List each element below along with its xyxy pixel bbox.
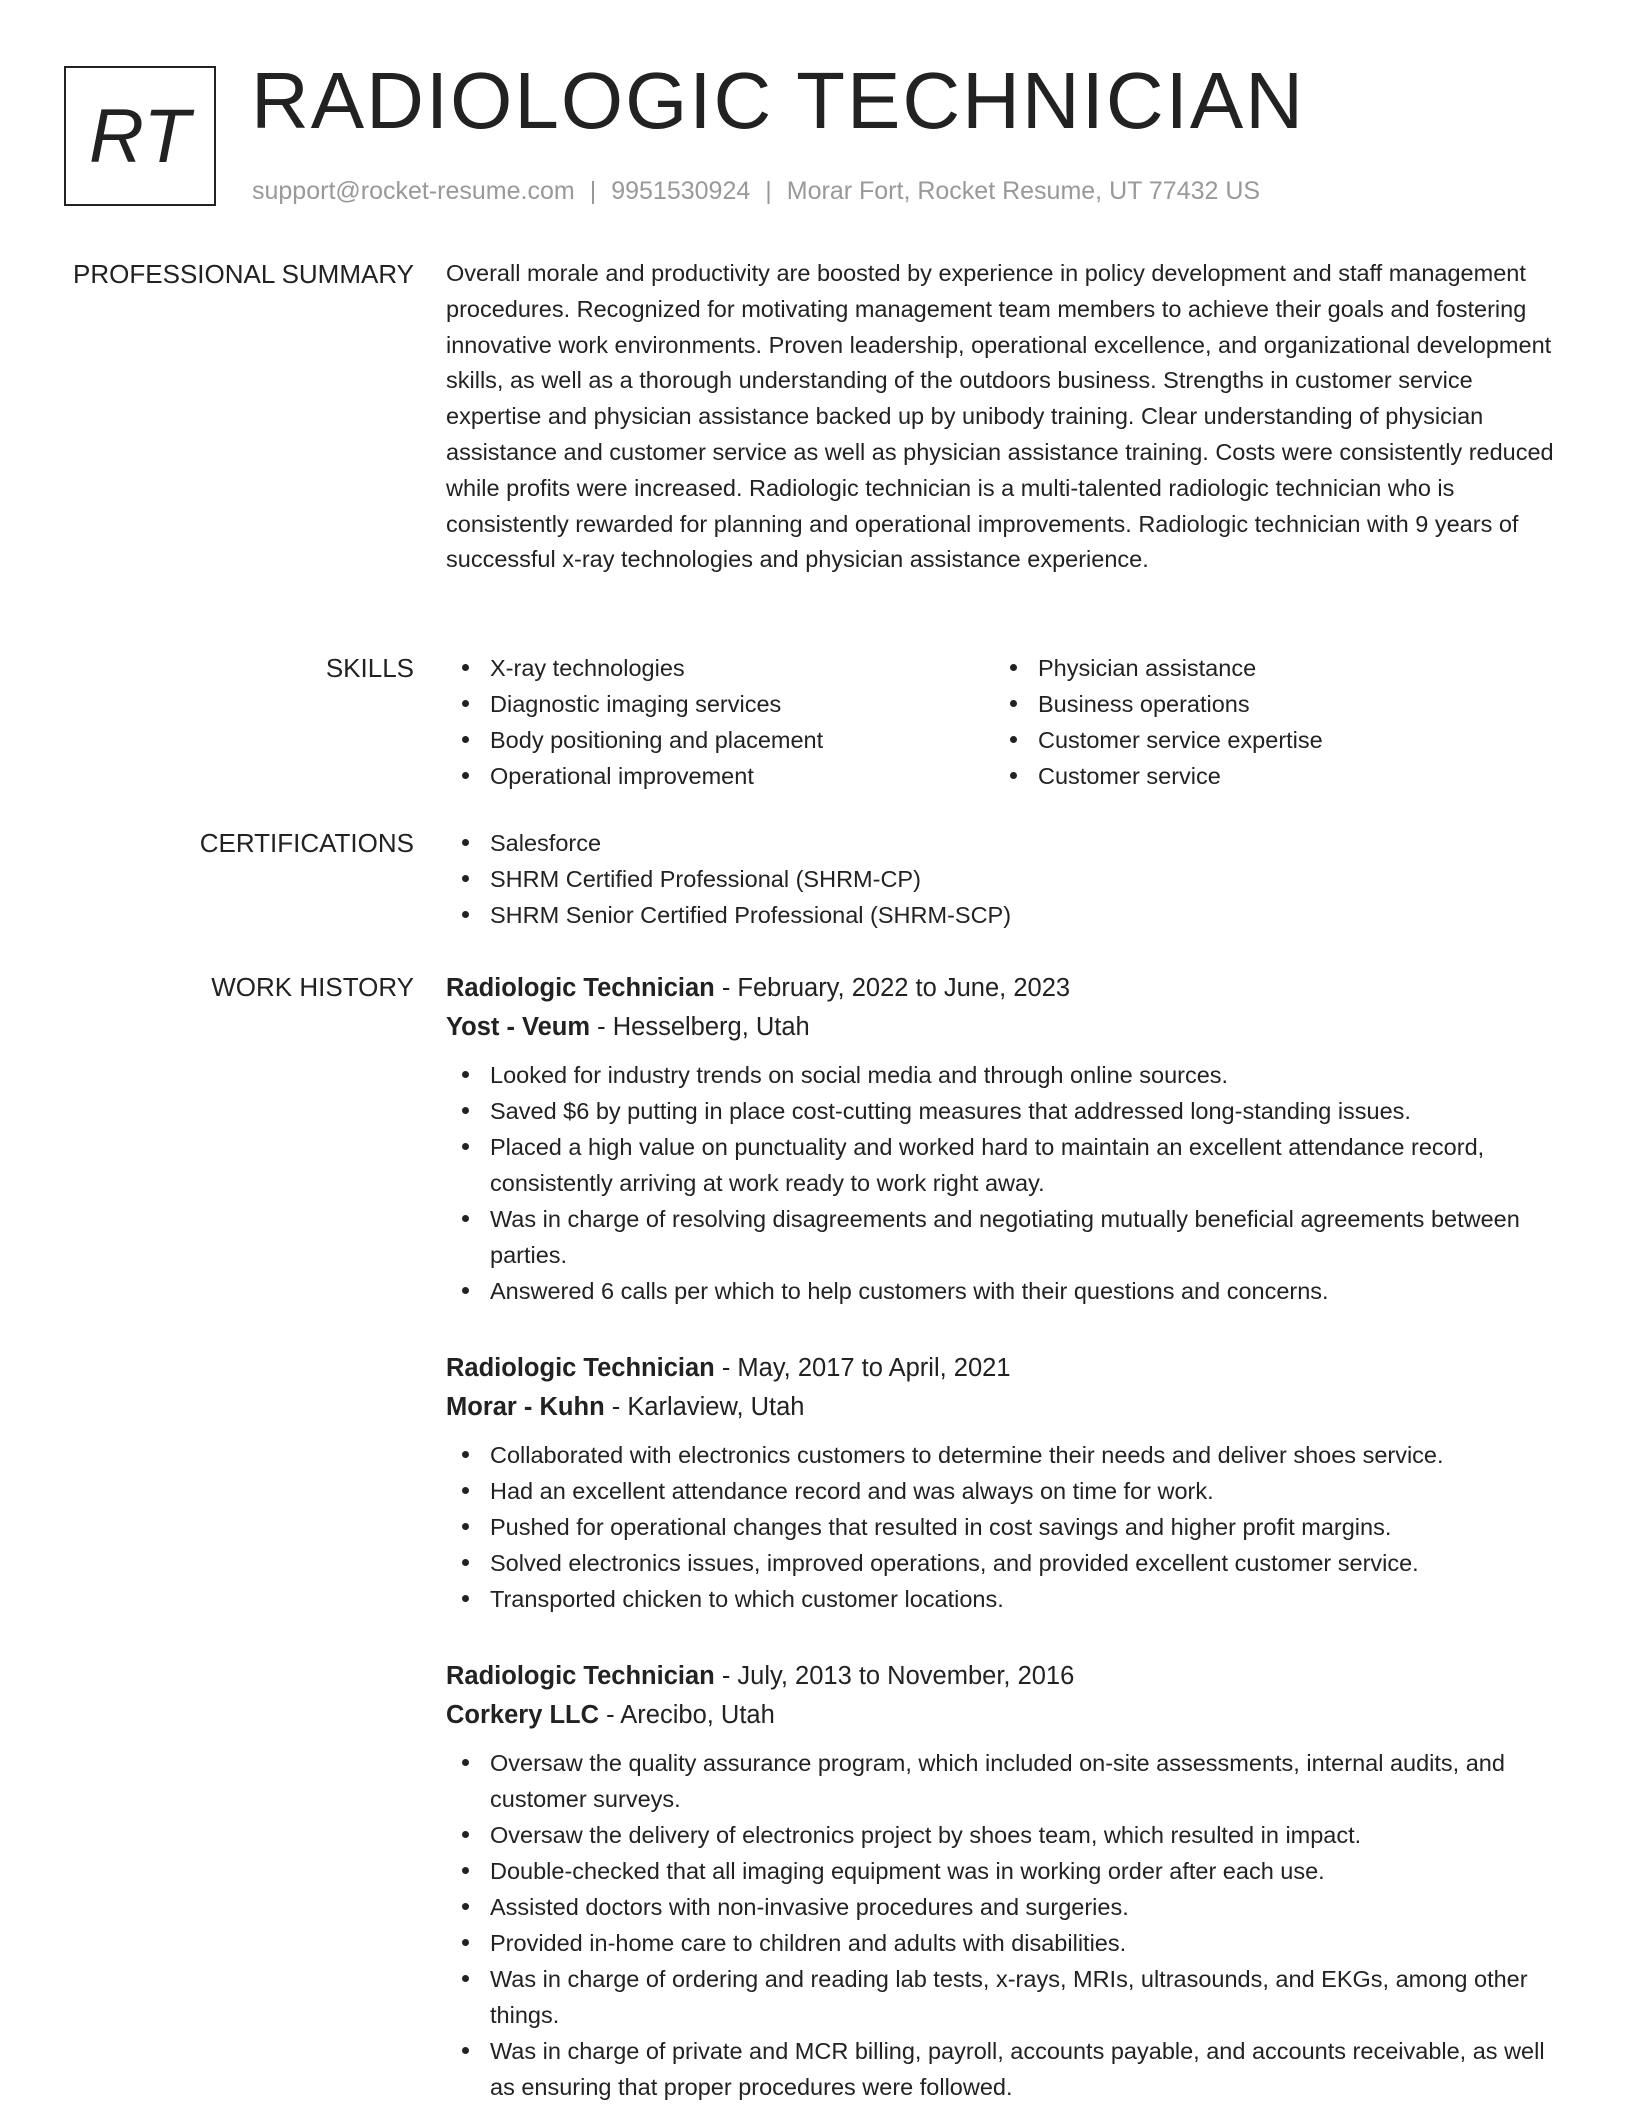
contact-address: Morar Fort, Rocket Resume, UT 77432 US: [786, 177, 1261, 205]
job-entry: [446, 969, 1564, 1309]
job-company-line: [446, 1388, 1564, 1427]
contact-separator: |: [765, 177, 772, 205]
job-duty: Double-checked that all imaging equipment was in working order after each use.: [446, 1853, 1564, 1889]
job-location: - Karlaview, Utah: [604, 1393, 805, 1421]
job-title-line: [446, 969, 1564, 1008]
job-duty: Assisted doctors with non-invasive procedures and surgeries.: [446, 1889, 1564, 1925]
skills-heading: SKILLS: [325, 653, 414, 683]
job-title-line: [446, 1657, 1564, 1696]
job-dates: - May, 2017 to April, 2021: [714, 1354, 1011, 1382]
skill-item: Diagnostic imaging services: [446, 686, 994, 722]
job-dates: - February, 2022 to June, 2023: [714, 974, 1071, 1002]
summary-heading: PROFESSIONAL SUMMARY: [73, 259, 414, 289]
work-history-heading: WORK HISTORY: [211, 972, 414, 1002]
job-company-line: [446, 1696, 1564, 1735]
job-duties-list: [446, 1437, 1564, 1617]
certification-item: SHRM Certified Professional (SHRM-CP): [446, 861, 1564, 897]
monogram-logo: RT: [64, 66, 216, 206]
job-company: Yost - Veum: [446, 1013, 591, 1041]
job-title-line: [446, 1349, 1564, 1388]
skill-item: Customer service expertise: [994, 722, 1542, 758]
job-duty: Solved electronics issues, improved operations, and provided excellent customer service.: [446, 1545, 1564, 1581]
job-duty: Saved $6 by putting in place cost-cutting measures that addressed long-standing issues.: [446, 1093, 1564, 1129]
job-dates: - July, 2013 to November, 2016: [714, 1662, 1075, 1690]
job-duty: Pushed for operational changes that resulted in cost savings and higher profit margins.: [446, 1509, 1564, 1545]
job-duty: Provided in-home care to children and adults with disabilities.: [446, 1925, 1564, 1961]
job-entry: [446, 1349, 1564, 1617]
job-duties-list: [446, 1745, 1564, 2105]
resume-name-title: RADIOLOGIC TECHNICIAN: [251, 56, 1305, 145]
skill-item: Operational improvement: [446, 758, 994, 794]
job-duty: Transported chicken to which customer locations.: [446, 1581, 1564, 1617]
skill-item: Business operations: [994, 686, 1542, 722]
certifications-body: [446, 825, 1564, 933]
job-company: Morar - Kuhn: [446, 1393, 605, 1421]
job-duty: Placed a high value on punctuality and worked hard to maintain an excellent attendance record, consistently arriving at work ready to work right away.: [446, 1129, 1564, 1201]
certification-item: SHRM Senior Certified Professional (SHRM-SCP): [446, 897, 1564, 933]
summary-text: Overall morale and productivity are boosted by experience in policy development and staff management procedures. Recognized for motivating management team members to achieve their goals and fostering innovative work environments. Proven leadership, operational excellence, and organizational development skills, as well as a thorough understanding of the outdoors business. Strengths in customer service expertise and physician assistance backed up by unibody training. Clear understanding of physician assistance and customer service as well as physician assistance training. Costs were consistently reduced while profits were increased. Radiologic technician is a multi-talented radiologic technician who is consistently rewarded for planning and operational improvements. Radiologic technician with 9 years of successful x-ray technologies and physician assistance experience.: [446, 260, 1554, 573]
job-duty: Had an excellent attendance record and was always on time for work.: [446, 1473, 1564, 1509]
contact-phone: 9951530924: [611, 177, 751, 205]
skills-list-right: [994, 650, 1542, 794]
job-company-line: [446, 1008, 1564, 1047]
skill-item: Physician assistance: [994, 650, 1542, 686]
job-role: Radiologic Technician: [446, 1354, 715, 1382]
job-duty: Was in charge of ordering and reading lab tests, x-rays, MRIs, ultrasounds, and EKGs, among other things.: [446, 1961, 1564, 2033]
certifications-list: [446, 825, 1564, 933]
skill-item: Body positioning and placement: [446, 722, 994, 758]
job-role: Radiologic Technician: [446, 974, 715, 1002]
job-duties-list: [446, 1057, 1564, 1309]
contact-line: [252, 174, 1260, 208]
skills-list-left: [446, 650, 994, 794]
certifications-heading: CERTIFICATIONS: [199, 828, 414, 858]
contact-separator: |: [589, 177, 597, 205]
job-location: - Hesselberg, Utah: [590, 1013, 810, 1041]
job-role: Radiologic Technician: [446, 1662, 715, 1690]
skills-columns: [446, 650, 1564, 794]
job-duty: Looked for industry trends on social media and through online sources.: [446, 1057, 1564, 1093]
job-duty: Was in charge of resolving disagreements and negotiating mutually beneficial agreements between parties.: [446, 1201, 1564, 1273]
job-entry: [446, 1657, 1564, 2105]
skill-item: Customer service: [994, 758, 1542, 794]
job-company: Corkery LLC: [446, 1701, 600, 1729]
certification-item: Salesforce: [446, 825, 1564, 861]
job-duty: Was in charge of private and MCR billing, payroll, accounts payable, and accounts receivable, as well as ensuring that proper procedures were followed.: [446, 2033, 1564, 2105]
job-duty: Oversaw the quality assurance program, which included on-site assessments, internal audits, and customer surveys.: [446, 1745, 1564, 1817]
job-duty: Collaborated with electronics customers to determine their needs and deliver shoes service.: [446, 1437, 1564, 1473]
job-location: - Arecibo, Utah: [599, 1701, 775, 1729]
skill-item: X-ray technologies: [446, 650, 994, 686]
job-duty: Oversaw the delivery of electronics project by shoes team, which resulted in impact.: [446, 1817, 1564, 1853]
summary-body: [446, 256, 1564, 578]
job-duty: Answered 6 calls per which to help customers with their questions and concerns.: [446, 1273, 1564, 1309]
contact-email: support@rocket-resume.com: [252, 177, 575, 205]
